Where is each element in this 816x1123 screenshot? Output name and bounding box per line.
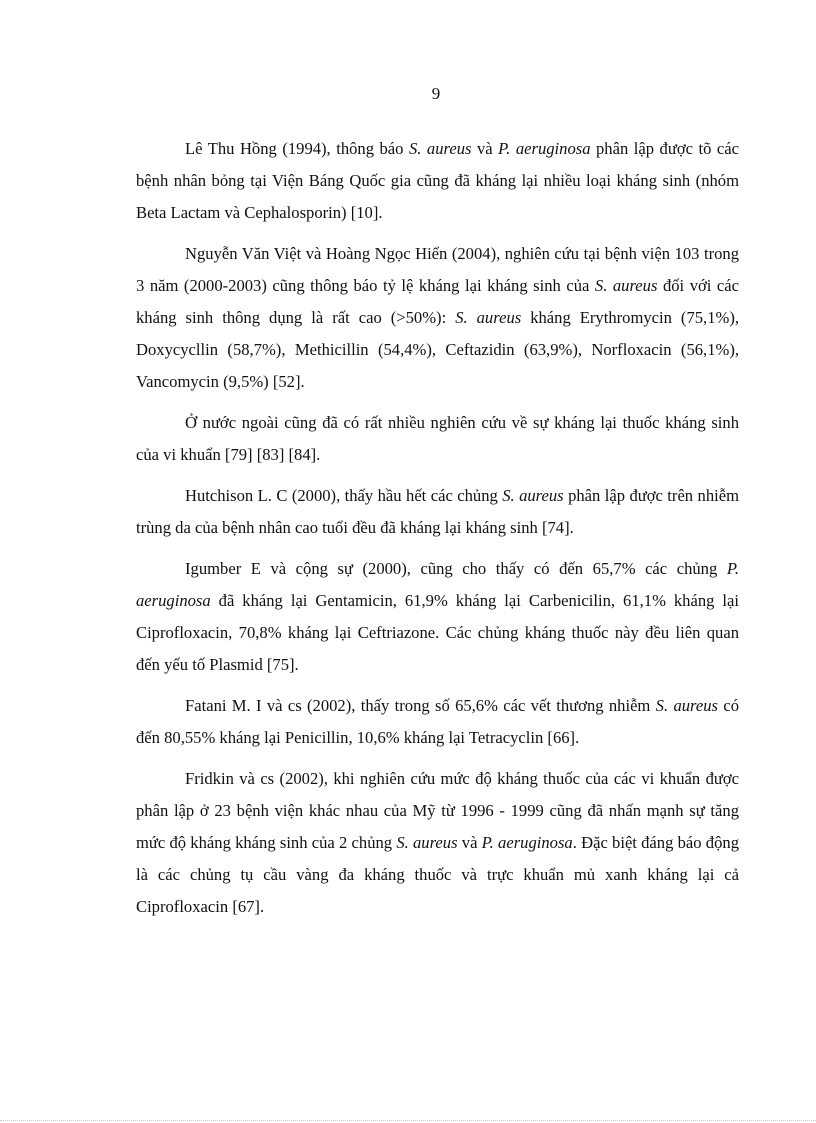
text-run: Fridkin và cs (2002), khi nghiên cứu mức độ kháng thuốc của các vi khuẩn được phân lập ở 23 bệnh viện khác nhau của Mỹ từ 1996 - 1999 cũng đã nhấn mạnh sự tăng mức độ kháng kháng sinh của 2 chủng [136,769,739,852]
text-run: Hutchison L. C (2000), thấy hầu hết các chủng [185,486,503,505]
text-run: phân lập được tõ các bệnh nhân bỏng tại Viện Báng Quốc gia cũng đã kháng lại nhiều loại kháng sinh (nhóm Beta Lactam và Cephalosporin) [10]. [136,139,739,222]
text-run: có đến 80,55% kháng lại Penicillin, 10,6% kháng lại Tetracyclin [66]. [136,696,739,747]
species-name: S. aureus [502,486,564,505]
species-name: P. aeruginosa [136,559,739,610]
species-name: S. aureus [396,833,458,852]
text-run: đã kháng lại Gentamicin, 61,9% kháng lại Carbenicilin, 61,1% kháng lại Ciprofloxacin, 70,8% kháng lại Ceftriazone. Các chủng kháng thuốc này đều liên quan đến yếu tố Plasmid [75]. [136,591,739,674]
species-name: S. aureus [655,696,718,715]
text-run: Fatani M. I và cs (2002), thấy trong số 65,6% các vết thương nhiễm [185,696,656,715]
text-run: kháng Erythromycin (75,1%), Doxycycllin (58,7%), Methicillin (54,4%), Ceftazidin (63,9%), Norfloxacin (56,1%), Vancomycin (9,5%) [52]. [136,308,739,391]
text-run: . Đặc biệt đáng báo động là các chủng tụ cầu vàng đa kháng thuốc và trực khuẩn mủ xanh kháng lại cả Ciprofloxacin [67]. [136,833,739,916]
paragraph [136,133,739,229]
paragraph [136,238,739,398]
text-run: Lê Thu Hồng (1994), thông báo [185,139,409,158]
text-run: Nguyễn Văn Việt và Hoàng Ngọc Hiển (2004), nghiên cứu tại bệnh viện 103 trong 3 năm (2000-2003) cũng thông báo tỷ lệ kháng lại kháng sinh của [136,244,739,295]
text-run: và [457,833,482,852]
text-run: đối với các kháng sinh thông dụng là rất cao (>50%): [136,276,739,327]
species-name: S. aureus [408,139,472,158]
paragraph [136,407,739,471]
paragraph [136,690,739,754]
species-name: P. aeruginosa [481,833,573,852]
text-run: và [471,139,499,158]
paragraph [136,553,739,681]
paragraph [136,480,739,544]
species-name: S. aureus [594,276,658,295]
species-name: S. aureus [455,308,522,327]
page-number: 9 [431,84,441,103]
species-name: P. aeruginosa [498,139,591,158]
paragraph [136,763,739,923]
page-bottom-divider [0,1120,816,1121]
text-run: Igumber E và cộng sự (2000), cũng cho thấy có đến 65,7% các chủng [185,559,727,578]
text-run: phân lập được trên nhiễm trùng da của bệnh nhân cao tuổi đều đã kháng lại kháng sinh [74]. [136,486,740,537]
body-text [136,133,739,932]
text-run: Ở nước ngoài cũng đã có rất nhiều nghiên cứu về sự kháng lại thuốc kháng sinh của vi khuẩn [79] [83] [84]. [136,413,739,464]
